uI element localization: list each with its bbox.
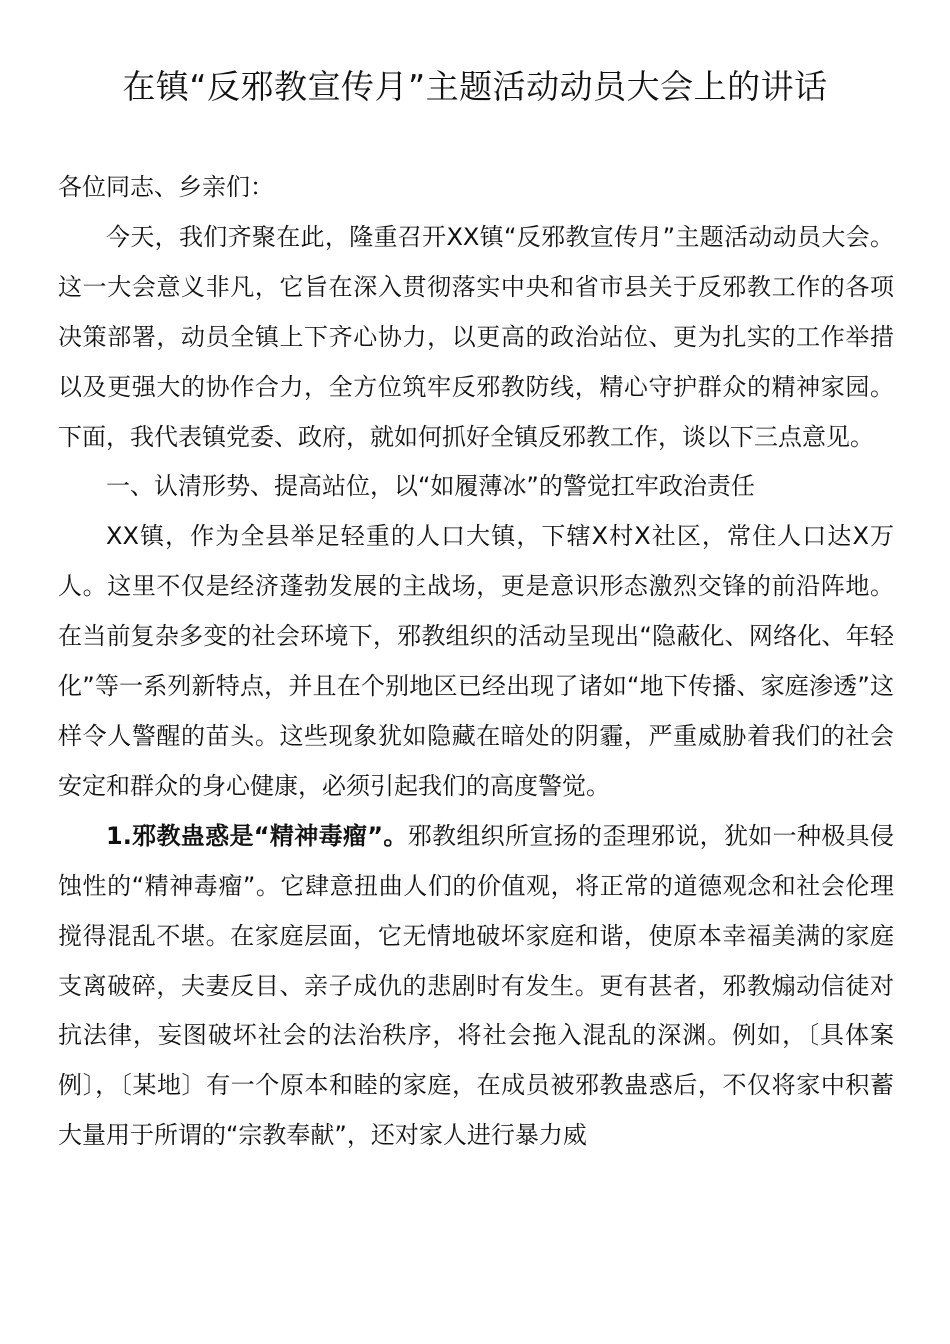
section-heading-1: 一、认清形势、提高站位，以“如履薄冰”的警觉扛牢政治责任 [106,472,755,501]
paragraph-intro: 今天，我们齐聚在此，隆重召开XX镇“反邪教宣传月”主题活动动员大会。这一大会意义非凡，它旨在深入贯彻落实中央和省市县关于反邪教工作的各项决策部署，动员全镇上下齐心协力，以更高的政治站位、更为扎实的工作举措以及更强大的协作合力，全方位筑牢反邪教防线，精心守护群众的精神家园。下面，我代表镇党委、政府，就如何抓好全镇反邪教工作，谈以下三点意见。 [58,222,894,451]
salutation: 各位同志、乡亲们： [58,173,274,201]
document-body [58,163,894,1161]
point-1-text: 邪教组织所宣扬的歪理邪说，犹如一种极具侵蚀性的“精神毒瘤”。它肆意扭曲人们的价值观，将正常的道德观念和社会伦理搅得混乱不堪。在家庭层面，它无情地破坏家庭和谐，使原本幸福美满的家庭支离破碎，夫妻反目、亲子成仇的悲剧时有发生。更有甚者，邪教煽动信徒对抗法律，妄图破坏社会的法治秩序，将社会拖入混乱的深渊。例如，〔具体案例〕，〔某地〕有一个原本和睦的家庭，在成员被邪教蛊惑后，不仅将家中积蓄大量用于所谓的“宗教奉献”，还对家人进行暴力威 [58,821,894,1150]
point-1-lead: 1.邪教蛊惑是“精神毒瘤”。 [106,821,408,850]
paragraph-situation: XX镇，作为全县举足轻重的人口大镇，下辖X村X社区，常住人口达X万人。这里不仅是经济蓬勃发展的主战场，更是意识形态激烈交锋的前沿阵地。在当前复杂多变的社会环境下，邪教组织的活动呈现出“隐蔽化、网络化、年轻化”等一系列新特点，并且在个别地区已经出现了诸如“地下传播、家庭渗透”这样令人警醒的苗头。这些现象犹如隐藏在暗处的阴霾，严重威胁着我们的社会安定和群众的身心健康，必须引起我们的高度警觉。 [58,522,894,800]
document-title: 在镇“反邪教宣传月”主题活动动员大会上的讲话 [122,67,828,106]
paragraph-point-1 [58,812,894,1161]
